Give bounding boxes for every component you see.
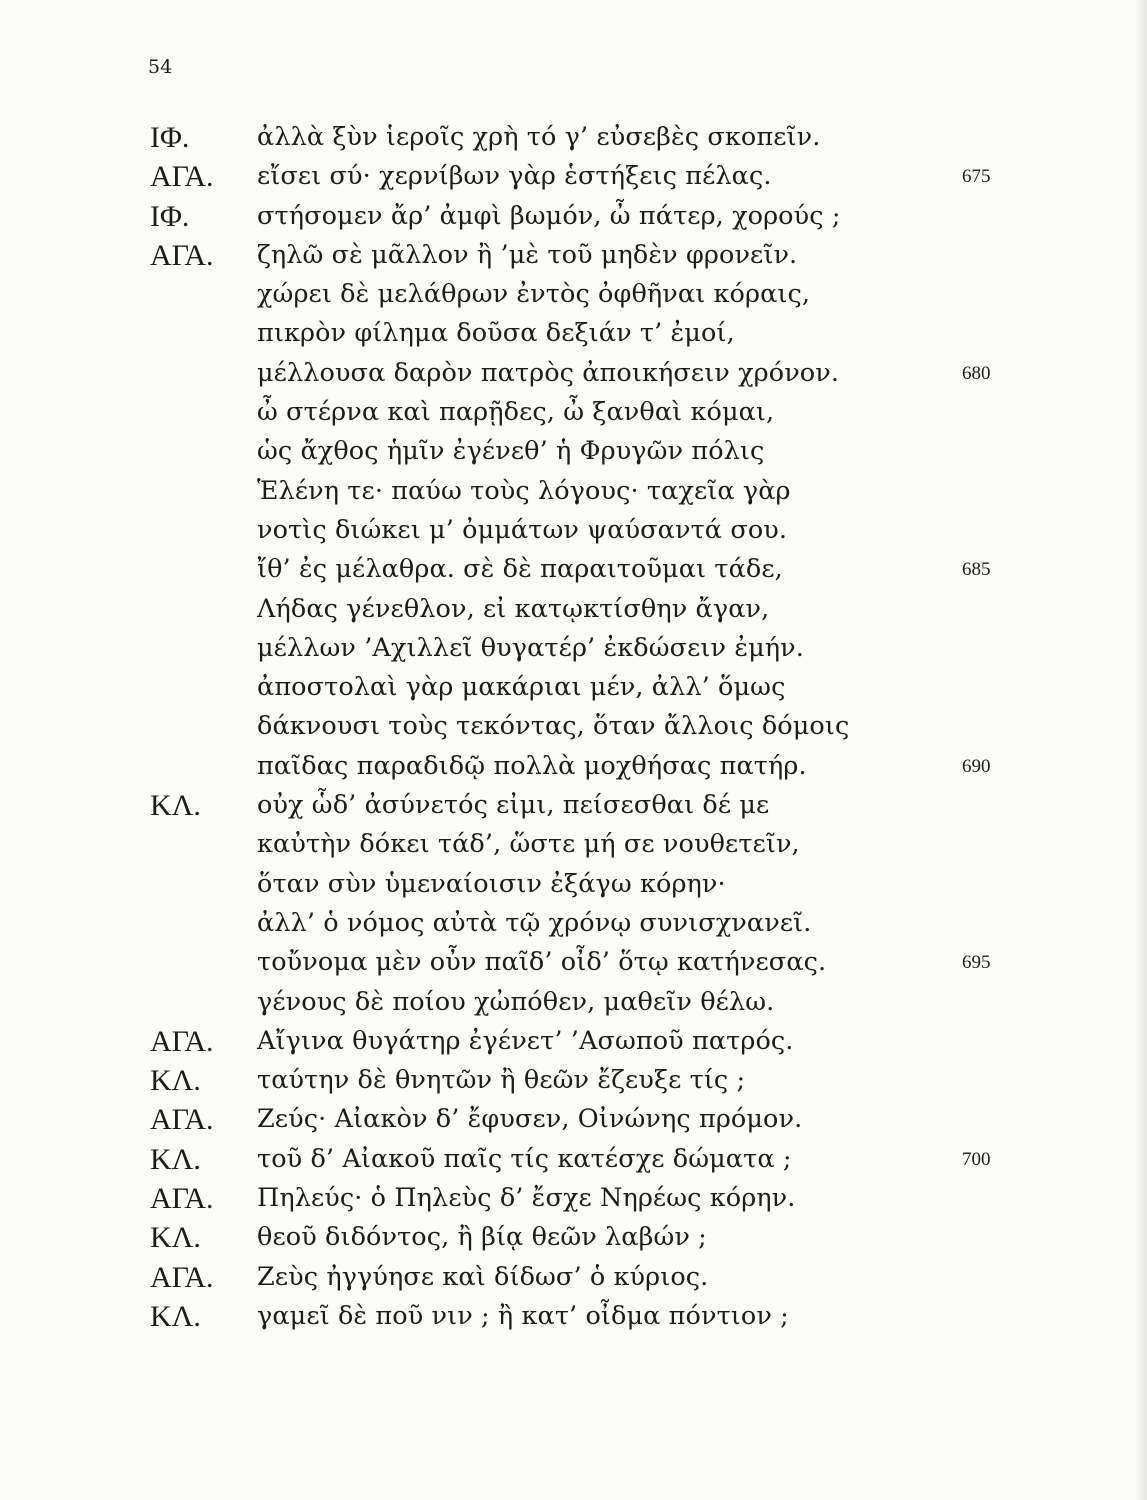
verse-text: ὅταν σὺν ὑμεναίοισιν ἐξάγω κόρην· (257, 868, 726, 899)
verse-block (0, 118, 1147, 1336)
verse-line (0, 904, 1147, 943)
speaker-label: ΑΓΑ. (150, 1024, 214, 1058)
verse-line (0, 118, 1147, 157)
verse-text: Πηλεύς· ὁ Πηλεὺς δ’ ἔσχε Νηρέως κόρην. (257, 1183, 796, 1214)
verse-text: οὐχ ὧδ’ ἀσύνετός εἰμι, πείσεσθαι δέ με (257, 790, 770, 821)
verse-text: Ζεύς· Αἰακὸν δ’ ἔφυσεν, Οἰνώνης πρόμον. (257, 1104, 803, 1135)
verse-text: εἴσει σύ· χερνίβων γὰρ ἑστήξεις πέλας. (257, 161, 772, 192)
verse-line (0, 1218, 1147, 1257)
verse-text: ἀλλ’ ὁ νόμος αὐτὰ τῷ χρόνῳ συνισχνανεῖ. (257, 907, 812, 938)
speaker-label: ΑΓΑ. (150, 1260, 214, 1294)
speaker-label: ΚΛ. (150, 1142, 201, 1176)
verse-line (0, 275, 1147, 314)
verse-text: θεοῦ διδόντος, ἢ βίᾳ θεῶν λαβών ; (257, 1222, 707, 1253)
verse-text: στήσομεν ἄρ’ ἀμφὶ βωμόν, ὦ πάτερ, χορούς ; (257, 200, 841, 231)
verse-line (0, 629, 1147, 668)
verse-line (0, 1297, 1147, 1336)
verse-text: Ἑλένη τε· παύω τοὺς λόγους· ταχεῖα γὰρ (257, 475, 791, 506)
line-number: 690 (962, 755, 991, 777)
verse-text: μέλλων ’Αχιλλεῖ θυγατέρ’ ἐκδώσειν ἐμήν. (257, 632, 804, 663)
verse-line (0, 825, 1147, 864)
line-number: 680 (962, 362, 991, 384)
verse-line (0, 157, 1147, 196)
line-number: 700 (962, 1148, 991, 1170)
verse-text: Ζεὺς ἠγγύησε καὶ δίδωσ’ ὁ κύριος. (257, 1261, 709, 1292)
verse-line (0, 472, 1147, 511)
verse-text: χώρει δὲ μελάθρων ἐντὸς ὀφθῆναι κόραις, (257, 279, 811, 310)
verse-line (0, 943, 1147, 982)
verse-text: τοὔνομα μὲν οὖν παῖδ’ οἶδ’ ὅτῳ κατήνεσας. (257, 947, 827, 978)
verse-line (0, 393, 1147, 432)
verse-text: Λήδας γένεθλον, εἰ κατῳκτίσθην ἄγαν, (257, 593, 770, 624)
verse-line (0, 1022, 1147, 1061)
verse-text: ταύτην δὲ θνητῶν ἢ θεῶν ἔζευξε τίς ; (257, 1065, 746, 1096)
verse-line (0, 550, 1147, 589)
verse-line (0, 707, 1147, 746)
verse-text: γένους δὲ ποίου χὠπόθεν, μαθεῖν θέλω. (257, 986, 775, 1017)
speaker-label: ΚΛ. (150, 1064, 201, 1098)
speaker-label: ΑΓΑ. (150, 1182, 214, 1216)
verse-line (0, 511, 1147, 550)
verse-text: ὡς ἄχθος ἡμῖν ἐγένεθ’ ἡ Φρυγῶν πόλις (257, 436, 765, 467)
verse-line (0, 197, 1147, 236)
verse-text: ὦ στέρνα καὶ παρῇδες, ὦ ξανθαὶ κόμαι, (257, 397, 775, 428)
speaker-label: ΑΓΑ. (150, 1103, 214, 1137)
line-number: 695 (962, 952, 991, 974)
verse-line (0, 865, 1147, 904)
verse-line (0, 1100, 1147, 1139)
verse-line (0, 1140, 1147, 1179)
verse-line (0, 590, 1147, 629)
speaker-label: ΚΛ. (150, 1299, 201, 1333)
verse-text: νοτὶς διώκει μ’ ὀμμάτων ψαύσαντά σου. (257, 514, 788, 545)
verse-text: ἀποστολαὶ γὰρ μακάριαι μέν, ἀλλ’ ὅμως (257, 672, 786, 703)
verse-text: ἀλλὰ ξὺν ἱεροῖς χρὴ τό γ’ εὐσεβὲς σκοπεῖν. (257, 122, 821, 152)
verse-text: δάκνουσι τοὺς τεκόντας, ὅταν ἄλλοις δόμοις (257, 711, 850, 742)
verse-line (0, 983, 1147, 1022)
verse-text: καὐτὴν δόκει τάδ’, ὥστε μή σε νουθετεῖν, (257, 829, 800, 860)
verse-line (0, 668, 1147, 707)
line-number: 685 (962, 559, 991, 581)
verse-line (0, 432, 1147, 471)
speaker-label: ΚΛ. (150, 789, 201, 823)
verse-line (0, 354, 1147, 393)
verse-line (0, 1258, 1147, 1297)
speaker-label: ΙΦ. (150, 199, 190, 233)
verse-text: ἴθ’ ἐς μέλαθρα. σὲ δὲ παραιτοῦμαι τάδε, (257, 554, 783, 585)
verse-line (0, 786, 1147, 825)
verse-text: παῖδας παραδιδῷ πολλὰ μοχθήσας πατήρ. (257, 750, 807, 781)
page-number: 54 (148, 56, 173, 78)
verse-text: ζηλῶ σὲ μᾶλλον ἢ ’μὲ τοῦ μηδὲν φρονεῖν. (257, 239, 798, 270)
verse-line (0, 1179, 1147, 1218)
verse-text: τοῦ δ’ Αἰακοῦ παῖς τίς κατέσχε δώματα ; (257, 1143, 792, 1174)
line-number: 675 (962, 166, 991, 188)
speaker-label: ΚΛ. (150, 1221, 201, 1255)
verse-text: πικρὸν φίλημα δοῦσα δεξιάν τ’ ἐμοί, (257, 318, 735, 349)
verse-text: γαμεῖ δὲ ποῦ νιν ; ἢ κατ’ οἶδμα πόντιον ; (257, 1300, 789, 1331)
speaker-label: ΑΓΑ. (150, 160, 214, 194)
speaker-label: ΑΓΑ. (150, 238, 214, 272)
verse-line (0, 236, 1147, 275)
verse-text: μέλλουσα δαρὸν πατρὸς ἀποικήσειν χρόνον. (257, 357, 840, 388)
verse-line (0, 1061, 1147, 1100)
verse-line (0, 314, 1147, 353)
page-edge-shadow (1135, 0, 1147, 1500)
speaker-label: ΙΦ. (150, 121, 190, 154)
verse-line (0, 747, 1147, 786)
verse-text: Αἴγινα θυγάτηρ ἐγένετ’ ’Ασωποῦ πατρός. (257, 1025, 794, 1056)
